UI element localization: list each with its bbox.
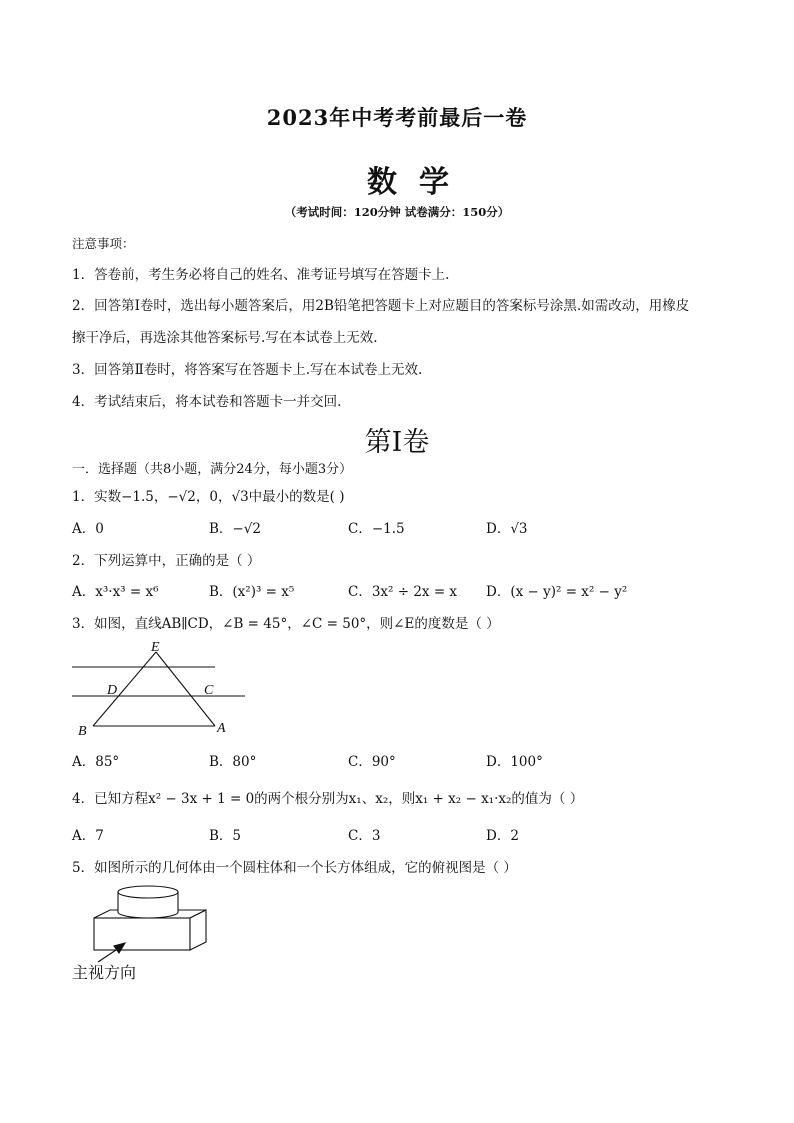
part-heading: 一．选择题（共8小题，满分24分，每小题3分） — [72, 462, 353, 477]
notice-heading: 注意事项： — [72, 236, 135, 251]
section-title: 第Ⅰ卷 — [364, 427, 430, 458]
question-4-option-b[interactable]: B．5 — [209, 828, 242, 844]
question-2-stem: 2．下列运算中，正确的是（ ） — [72, 553, 261, 569]
question-1-option-d[interactable]: D．√3 — [486, 521, 528, 537]
question-3-option-b[interactable]: B．80° — [209, 754, 257, 770]
notice-item-2-cont: 擦干净后，再选涂其他答案标号.写在本试卷上无效. — [72, 330, 378, 346]
label-b: B — [78, 724, 87, 739]
question-3-option-c[interactable]: C．90° — [348, 754, 396, 770]
question-5-stem: 5．如图所示的几何体由一个圆柱体和一个长方体组成，它的俯视图是（ ） — [72, 860, 517, 876]
question-2-option-a[interactable]: A．x³·x³ = x⁶ — [72, 584, 159, 600]
exam-title: 2023年中考考前最后一卷 — [266, 105, 528, 130]
question-2-option-b[interactable]: B．(x²)³ = x⁵ — [209, 584, 295, 600]
question-4-stem: 4．已知方程x² − 3x + 1 = 0的两个根分别为x₁、x₂，则x₁ + x₂ − x₁·x₂的值为（ ） — [72, 791, 584, 807]
question-4-option-d[interactable]: D．2 — [486, 828, 519, 844]
notice-item-1: 1．答卷前，考生务必将自己的姓名、准考证号填写在答题卡上. — [72, 267, 450, 283]
figure-caption-view-direction: 主视方向 — [72, 963, 137, 982]
notice-item-4: 4．考试结束后，将本试卷和答题卡一并交回. — [72, 394, 342, 410]
question-3-option-a[interactable]: A．85° — [72, 754, 120, 770]
exam-info: （考试时间：120分钟 试卷满分：150分） — [284, 205, 510, 219]
question-2-option-d[interactable]: D．(x − y)² = x² − y² — [486, 584, 628, 600]
subject-title: 数学 — [367, 165, 471, 200]
question-1-option-b[interactable]: B．−√2 — [209, 521, 261, 537]
question-1-option-c[interactable]: C．−1.5 — [348, 521, 405, 537]
label-c: C — [204, 683, 214, 698]
question-3-stem: 3．如图，直线AB∥CD，∠B = 45°，∠C = 50°，则∠E的度数是（ ） — [72, 616, 500, 632]
question-3-option-d[interactable]: D．100° — [486, 754, 543, 770]
notice-item-3: 3．回答第Ⅱ卷时，将答案写在答题卡上.写在本试卷上无效. — [72, 362, 423, 378]
question-2-option-c[interactable]: C．3x² ÷ 2x = x — [348, 584, 458, 600]
question-4-option-c[interactable]: C．3 — [348, 828, 381, 844]
question-1-option-a[interactable]: A．0 — [72, 521, 104, 537]
cuboid-front-face — [94, 918, 190, 950]
label-a: A — [217, 721, 226, 736]
label-e: E — [151, 640, 160, 655]
question-1-stem: 1．实数−1.5，−√2，0，√3中最小的数是( ) — [72, 489, 345, 505]
question-4-option-a[interactable]: A．7 — [72, 828, 104, 844]
label-d: D — [107, 683, 118, 698]
notice-item-2: 2．回答第Ⅰ卷时，选出每小题答案后，用2B铅笔把答题卡上对应题目的答案标号涂黑.如需改动，用橡皮 — [72, 298, 690, 314]
cylinder-top — [118, 886, 178, 898]
